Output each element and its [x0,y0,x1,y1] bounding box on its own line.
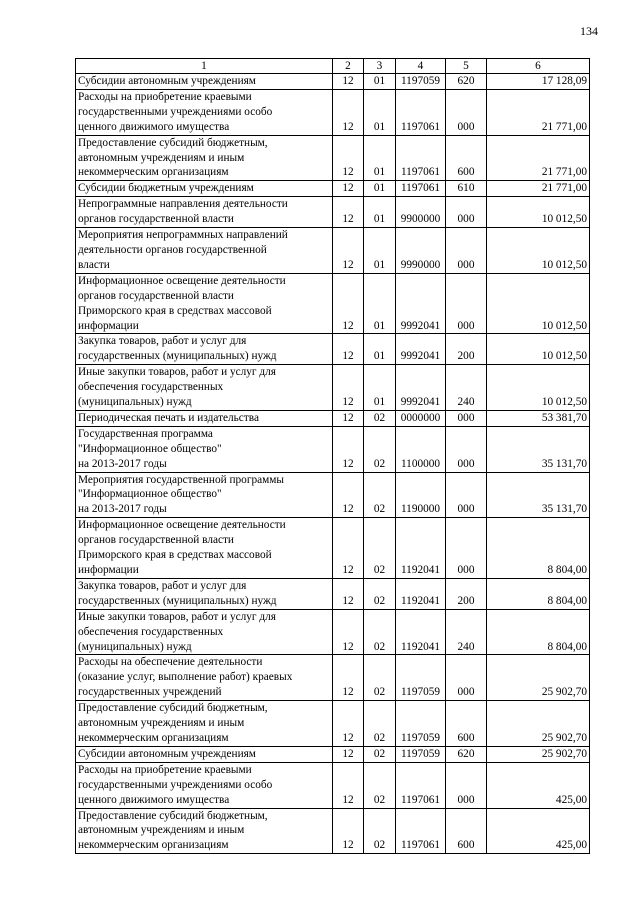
row-target-article-cell: 1192041 [396,578,446,609]
row-section-cell: 12 [333,746,364,762]
row-subsection-cell: 01 [364,181,396,197]
row-section-cell: 12 [333,701,364,747]
row-target-article-cell: 1192041 [396,609,446,655]
row-section-cell: 12 [333,89,364,135]
table-row [76,410,590,426]
row-expense-type-cell: 000 [446,655,487,701]
table-row [76,518,590,579]
table-row [76,578,590,609]
row-amount-cell: 10 012,50 [487,334,590,365]
row-expense-type-cell: 240 [446,365,487,411]
row-name-cell: Расходы на приобретение краевыми государственными учреждениями особо ценного движимого имущества [76,762,333,808]
row-target-article-cell: 1197059 [396,655,446,701]
table-row [76,135,590,181]
row-target-article-cell: 1197059 [396,74,446,90]
table-row [76,426,590,472]
row-target-article-cell: 1197061 [396,89,446,135]
row-expense-type-cell: 600 [446,808,487,854]
row-target-article-cell: 9992041 [396,273,446,334]
row-name-cell: Мероприятия государственной программы "Информационное общество" на 2013-2017 годы [76,472,333,518]
row-section-cell: 12 [333,655,364,701]
row-amount-cell: 21 771,00 [487,89,590,135]
row-subsection-cell: 01 [364,89,396,135]
row-amount-cell: 21 771,00 [487,135,590,181]
row-subsection-cell: 01 [364,273,396,334]
table-row [76,472,590,518]
row-section-cell: 12 [333,197,364,228]
table-header [76,59,590,74]
row-section-cell: 12 [333,472,364,518]
table-row [76,273,590,334]
row-subsection-cell: 02 [364,746,396,762]
header-col-2: 2 [333,59,364,74]
row-amount-cell: 35 131,70 [487,426,590,472]
row-subsection-cell: 02 [364,578,396,609]
table-row [76,89,590,135]
row-section-cell: 12 [333,578,364,609]
header-col-3: 3 [364,59,396,74]
row-target-article-cell: 9992041 [396,334,446,365]
row-target-article-cell: 1197061 [396,808,446,854]
row-expense-type-cell: 000 [446,410,487,426]
row-expense-type-cell: 240 [446,609,487,655]
table-row [76,74,590,90]
header-col-4: 4 [396,59,446,74]
row-subsection-cell: 02 [364,472,396,518]
row-amount-cell: 25 902,70 [487,701,590,747]
row-section-cell: 12 [333,228,364,274]
row-target-article-cell: 1100000 [396,426,446,472]
header-col-1: 1 [76,59,333,74]
row-amount-cell: 21 771,00 [487,181,590,197]
row-expense-type-cell: 200 [446,578,487,609]
row-name-cell: Государственная программа "Информационное общество" на 2013-2017 годы [76,426,333,472]
row-amount-cell: 53 381,70 [487,410,590,426]
row-expense-type-cell: 000 [446,228,487,274]
row-subsection-cell: 02 [364,808,396,854]
row-section-cell: 12 [333,135,364,181]
row-name-cell: Предоставление субсидий бюджетным, автономным учреждениям и иным некоммерческим организациям [76,808,333,854]
row-amount-cell: 10 012,50 [487,197,590,228]
row-target-article-cell: 9900000 [396,197,446,228]
row-section-cell: 12 [333,808,364,854]
row-section-cell: 12 [333,762,364,808]
row-name-cell: Закупка товаров, работ и услуг для государственных (муниципальных) нужд [76,578,333,609]
row-expense-type-cell: 000 [446,89,487,135]
table-row [76,334,590,365]
row-name-cell: Информационное освещение деятельности органов государственной власти Приморского края в средствах массовой информации [76,273,333,334]
header-col-5: 5 [446,59,487,74]
row-name-cell: Субсидии автономным учреждениям [76,74,333,90]
row-subsection-cell: 01 [364,197,396,228]
row-name-cell: Периодическая печать и издательства [76,410,333,426]
row-subsection-cell: 02 [364,410,396,426]
table-row [76,228,590,274]
row-name-cell: Непрограммные направления деятельности органов государственной власти [76,197,333,228]
row-section-cell: 12 [333,518,364,579]
row-target-article-cell: 1190000 [396,472,446,518]
row-target-article-cell: 1197059 [396,701,446,747]
table-row [76,655,590,701]
row-amount-cell: 25 902,70 [487,746,590,762]
row-expense-type-cell: 000 [446,762,487,808]
row-name-cell: Предоставление субсидий бюджетным, автономным учреждениям и иным некоммерческим организациям [76,701,333,747]
row-subsection-cell: 02 [364,426,396,472]
table-row [76,762,590,808]
row-name-cell: Предоставление субсидий бюджетным, автономным учреждениям и иным некоммерческим организациям [76,135,333,181]
row-amount-cell: 425,00 [487,808,590,854]
row-name-cell: Иные закупки товаров, работ и услуг для обеспечения государственных (муниципальных) нужд [76,609,333,655]
row-name-cell: Закупка товаров, работ и услуг для государственных (муниципальных) нужд [76,334,333,365]
row-subsection-cell: 01 [364,74,396,90]
row-subsection-cell: 01 [364,334,396,365]
table-row [76,365,590,411]
row-expense-type-cell: 620 [446,74,487,90]
row-target-article-cell: 1197059 [396,746,446,762]
row-amount-cell: 8 804,00 [487,578,590,609]
row-target-article-cell: 1197061 [396,762,446,808]
row-target-article-cell: 9992041 [396,365,446,411]
row-subsection-cell: 02 [364,655,396,701]
row-target-article-cell: 1197061 [396,135,446,181]
page-number: 134 [580,24,598,38]
table-row [76,808,590,854]
row-target-article-cell: 9990000 [396,228,446,274]
table-row [76,746,590,762]
row-section-cell: 12 [333,273,364,334]
row-name-cell: Расходы на приобретение краевыми государственными учреждениями особо ценного движимого имущества [76,89,333,135]
table-row [76,181,590,197]
row-amount-cell: 425,00 [487,762,590,808]
table-row [76,609,590,655]
row-section-cell: 12 [333,410,364,426]
row-section-cell: 12 [333,426,364,472]
row-amount-cell: 10 012,50 [487,228,590,274]
table-row [76,701,590,747]
row-amount-cell: 10 012,50 [487,365,590,411]
row-target-article-cell: 1197061 [396,181,446,197]
row-section-cell: 12 [333,181,364,197]
row-name-cell: Субсидии автономным учреждениям [76,746,333,762]
row-amount-cell: 25 902,70 [487,655,590,701]
row-expense-type-cell: 200 [446,334,487,365]
budget-table [75,58,590,854]
row-expense-type-cell: 000 [446,426,487,472]
row-subsection-cell: 02 [364,701,396,747]
row-name-cell: Информационное освещение деятельности органов государственной власти Приморского края в средствах массовой информации [76,518,333,579]
row-subsection-cell: 01 [364,365,396,411]
row-subsection-cell: 02 [364,609,396,655]
row-name-cell: Субсидии бюджетным учреждениям [76,181,333,197]
row-amount-cell: 8 804,00 [487,609,590,655]
row-target-article-cell: 1192041 [396,518,446,579]
row-expense-type-cell: 600 [446,135,487,181]
row-expense-type-cell: 000 [446,197,487,228]
row-name-cell: Мероприятия непрограммных направлений деятельности органов государственной власти [76,228,333,274]
row-amount-cell: 10 012,50 [487,273,590,334]
row-subsection-cell: 01 [364,228,396,274]
table-row [76,197,590,228]
row-section-cell: 12 [333,334,364,365]
row-subsection-cell: 01 [364,135,396,181]
row-expense-type-cell: 000 [446,273,487,334]
row-subsection-cell: 02 [364,762,396,808]
row-name-cell: Расходы на обеспечение деятельности (оказание услуг, выполнение работ) краевых государственных учреждений [76,655,333,701]
row-section-cell: 12 [333,365,364,411]
table-body [76,74,590,854]
row-name-cell: Иные закупки товаров, работ и услуг для обеспечения государственных (муниципальных) нужд [76,365,333,411]
row-expense-type-cell: 600 [446,701,487,747]
row-amount-cell: 35 131,70 [487,472,590,518]
row-expense-type-cell: 610 [446,181,487,197]
row-expense-type-cell: 000 [446,472,487,518]
header-row [76,59,590,74]
row-expense-type-cell: 000 [446,518,487,579]
row-amount-cell: 17 128,09 [487,74,590,90]
row-target-article-cell: 0000000 [396,410,446,426]
row-section-cell: 12 [333,609,364,655]
row-amount-cell: 8 804,00 [487,518,590,579]
header-col-6: 6 [487,59,590,74]
row-expense-type-cell: 620 [446,746,487,762]
row-subsection-cell: 02 [364,518,396,579]
row-section-cell: 12 [333,74,364,90]
